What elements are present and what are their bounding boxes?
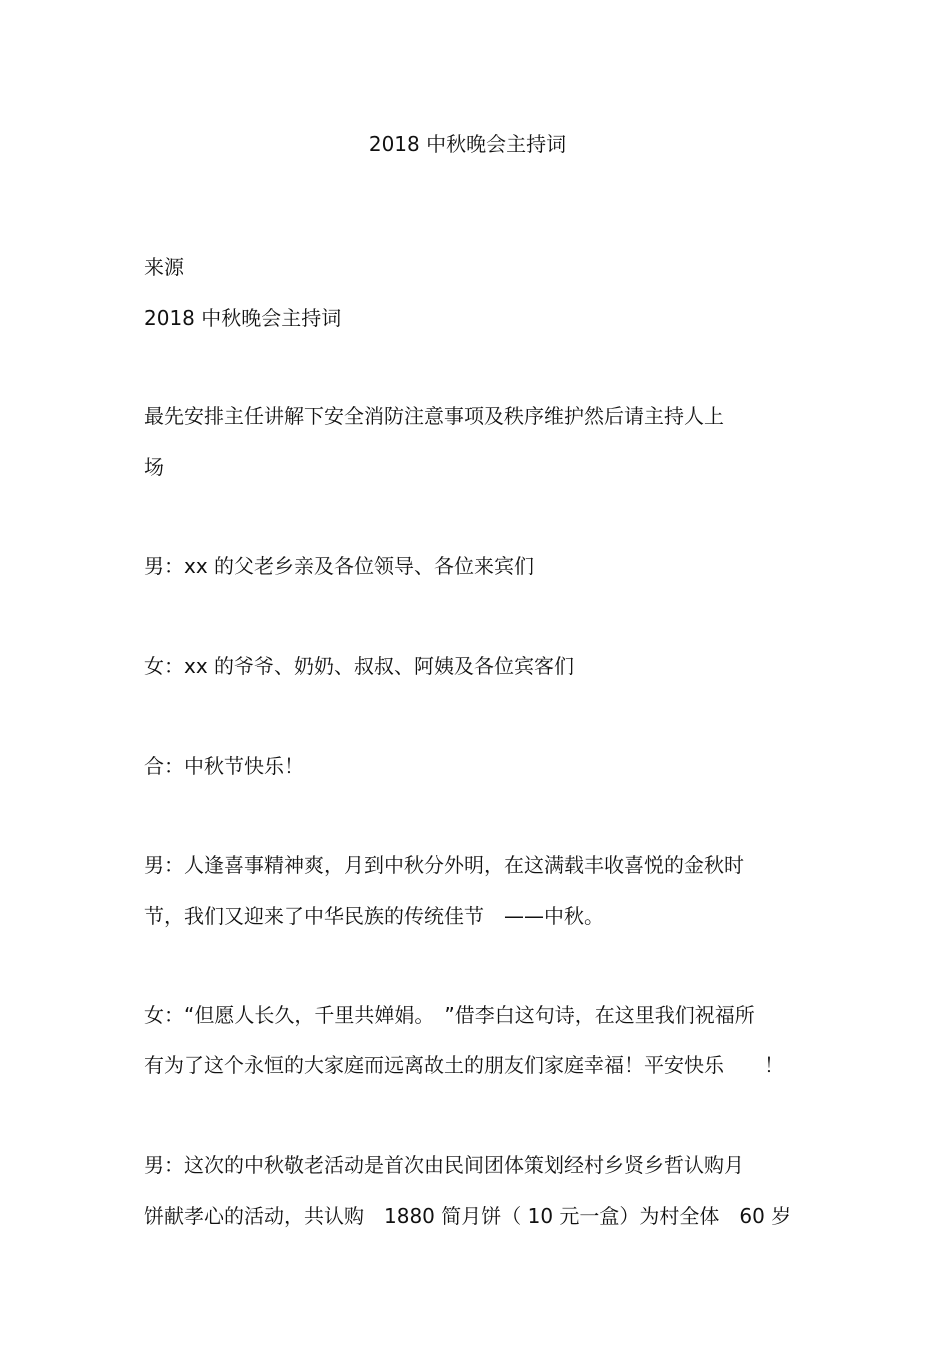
document-title: 2018 中秋晚会主持词 (368, 132, 567, 156)
text-line: 合：中秋节快乐！ (144, 754, 304, 778)
text-line: 男：xx 的父老乡亲及各位领导、各位来宾们 (144, 554, 535, 578)
text-line: 女：xx 的爷爷、奶奶、叔叔、阿姨及各位宾客们 (144, 654, 575, 678)
text-line-source-label: 来源 (144, 255, 184, 279)
text-line: 男：这次的中秋敬老活动是首次由民间团体策划经村乡贤乡哲认购月 (144, 1153, 744, 1177)
text-line-source-title: 2018 中秋晚会主持词 (144, 306, 342, 330)
text-line: 有为了这个永恒的大家庭而远离故土的朋友们家庭幸福！平安快乐 ！ (144, 1053, 784, 1077)
text-line: 节，我们又迎来了中华民族的传统佳节 ——中秋。 (144, 904, 604, 928)
text-line: 最先安排主任讲解下安全消防注意事项及秩序维护然后请主持人上 (144, 404, 724, 428)
text-line: 场 (144, 455, 164, 479)
text-line: 饼献孝心的活动，共认购 1880 简月饼（ 10 元一盒）为村全体 60 岁 (144, 1204, 792, 1228)
text-line: 男：人逢喜事精神爽，月到中秋分外明，在这满载丰收喜悦的金秋时 (144, 853, 744, 877)
text-line: 女：“但愿人长久，千里共婵娟。 ”借李白这句诗，在这里我们祝福所 (144, 1003, 755, 1027)
